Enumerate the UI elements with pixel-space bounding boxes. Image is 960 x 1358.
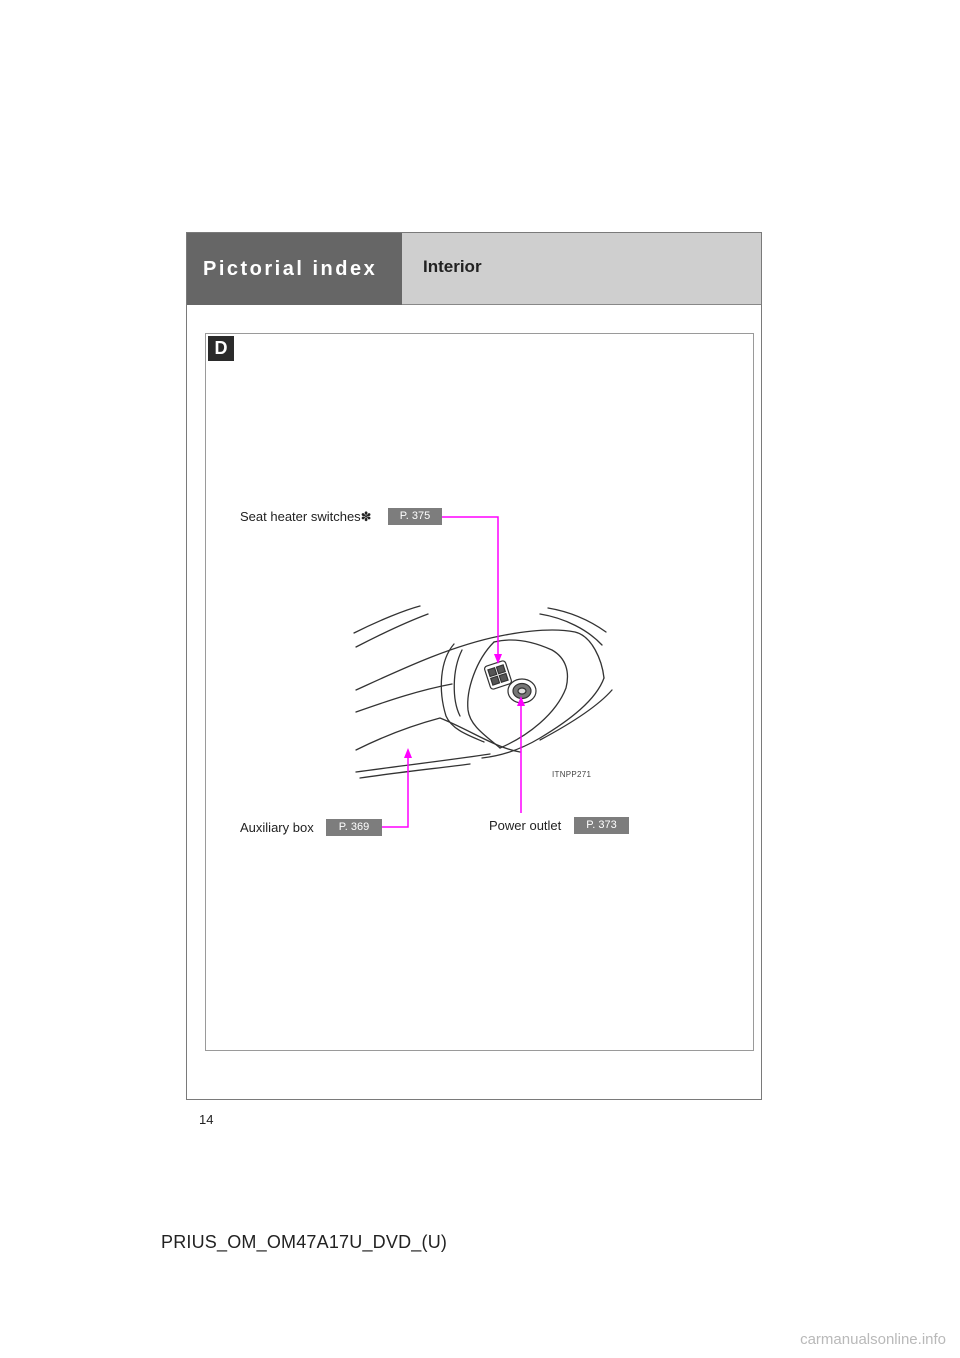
callout-label-seat-heater: Seat heater switches✽ (240, 509, 372, 524)
section-title: Pictorial index (187, 233, 402, 305)
subtitle: Interior (423, 257, 482, 276)
page-ref-auxiliary-box[interactable]: P. 369 (326, 819, 382, 836)
callout-label-power-outlet: Power outlet (489, 818, 562, 833)
leader-auxiliary-box (382, 752, 408, 827)
figure-tag: D (208, 336, 234, 361)
image-code: ITNPP271 (552, 770, 592, 779)
page-number: 14 (199, 1112, 214, 1127)
document-id: PRIUS_OM_OM47A17U_DVD_(U) (161, 1232, 448, 1252)
page-ref-seat-heater[interactable]: P. 375 (388, 508, 442, 525)
callout-label-auxiliary-box: Auxiliary box (240, 820, 314, 835)
seat-heater-switch-icon (484, 660, 512, 690)
page-ref-power-outlet[interactable]: P. 373 (574, 817, 629, 834)
watermark: carmanualsonline.info (800, 1331, 946, 1348)
